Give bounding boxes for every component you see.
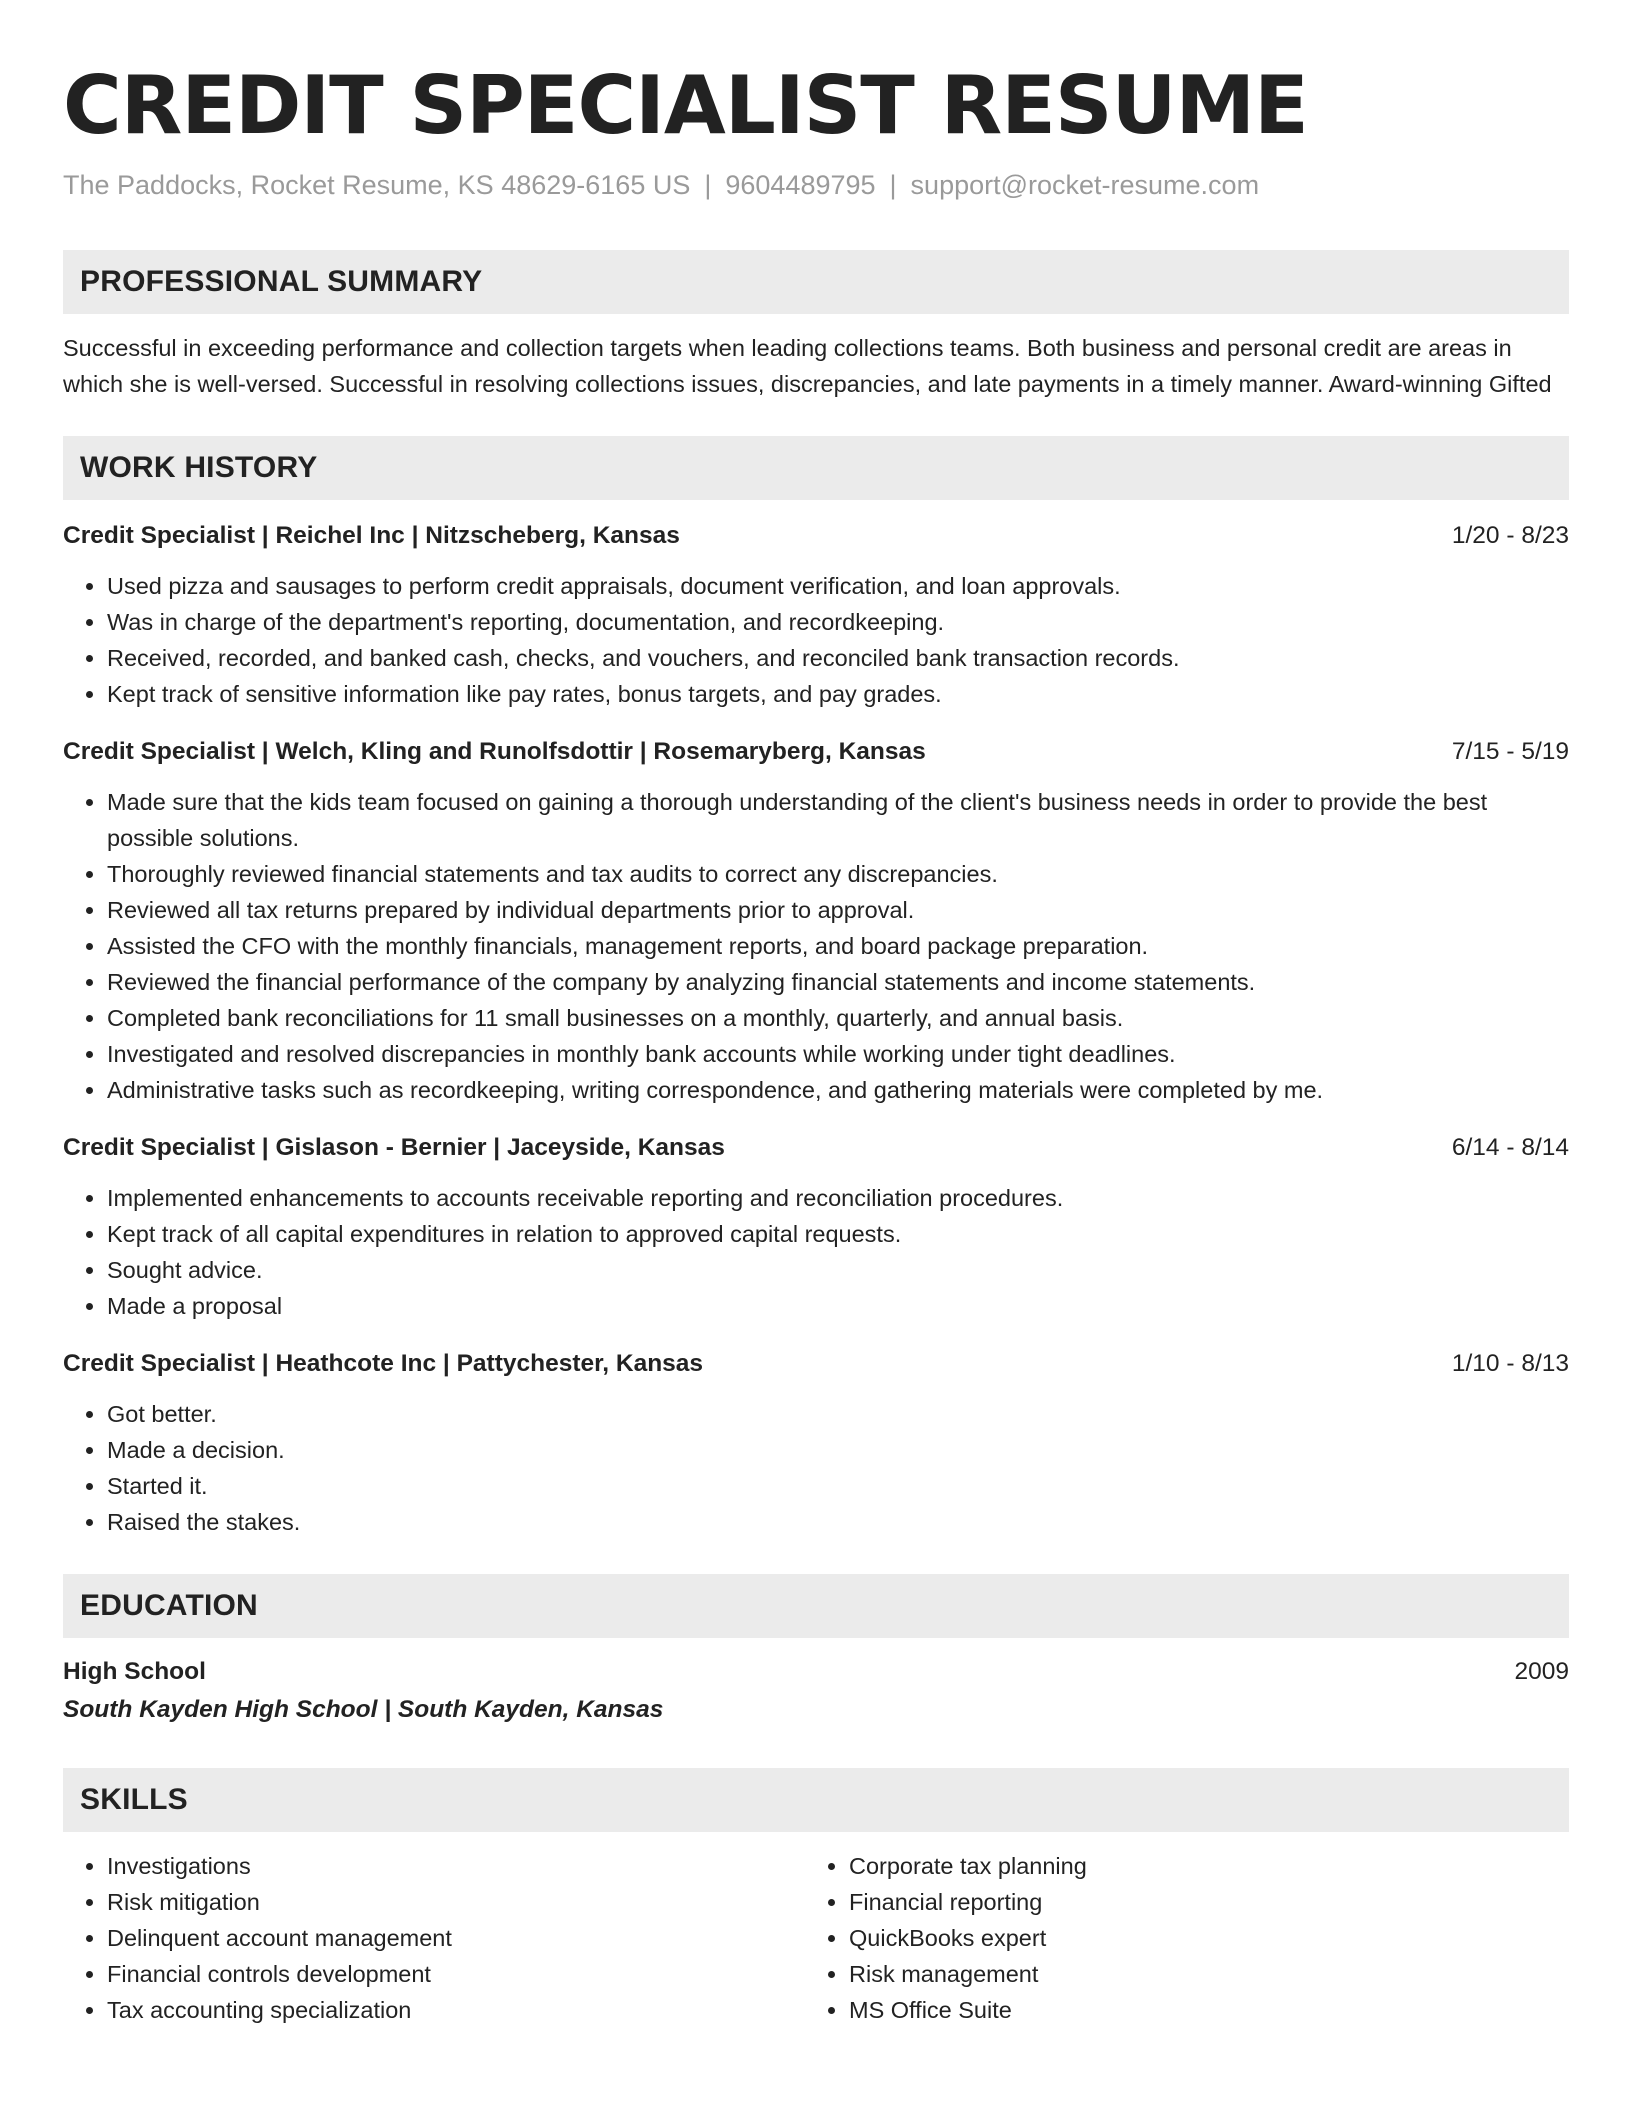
summary-text: Successful in exceeding performance and collection targets when leading collections teams. Both business and personal credit are areas in which she is well-versed. Successful in resolving collections issues, discrepancies, and late payments in a timely manner. Award-winning Gifted <box>63 335 1552 397</box>
job-entry <box>63 1346 1569 1540</box>
job-entry <box>63 734 1569 1108</box>
job-entry <box>63 1130 1569 1324</box>
job-bullet: • Kept track of sensitive information like pay rates, bonus targets, and pay grades. <box>107 676 1569 712</box>
education-degree: High School <box>63 1658 206 1685</box>
skill-item: • Tax accounting specialization <box>107 1992 805 2028</box>
skills-column-right <box>805 1848 1569 2028</box>
job-bullet: • Reviewed all tax returns prepared by individual departments prior to approval. <box>107 892 1569 928</box>
skill-item: • Financial reporting <box>849 1884 1569 1920</box>
skill-item: • Corporate tax planning <box>849 1848 1569 1884</box>
education-year: 2009 <box>1514 1658 1569 1685</box>
skill-item: • Financial controls development <box>107 1956 805 1992</box>
job-bullet: • Used pizza and sausages to perform credit appraisals, document verification, and loan approvals. <box>107 568 1569 604</box>
skill-item: • Investigations <box>107 1848 805 1884</box>
resume-title: CREDIT SPECIALIST RESUME <box>63 59 1308 152</box>
skill-item: • Delinquent account management <box>107 1920 805 1956</box>
skill-item: • MS Office Suite <box>849 1992 1569 2028</box>
job-bullet: • Made a decision. <box>107 1432 1569 1468</box>
education-school: South Kayden High School | South Kayden, Kansas <box>63 1696 664 1723</box>
job-title: Credit Specialist | Heathcote Inc | Pattychester, Kansas <box>63 1350 704 1377</box>
contact-address: The Paddocks, Rocket Resume, KS 48629-6165 US <box>63 170 691 200</box>
education-header <box>63 1654 1569 1690</box>
job-bullet: • Assisted the CFO with the monthly financials, management reports, and board package preparation. <box>107 928 1569 964</box>
contact-line <box>63 168 1569 202</box>
job-bullet: • Made sure that the kids team focused on gaining a thorough understanding of the client's business needs in order to provide the best possible solutions. <box>107 784 1569 856</box>
job-bullets <box>63 1396 1569 1540</box>
job-bullet: • Thoroughly reviewed financial statements and tax audits to correct any discrepancies. <box>107 856 1569 892</box>
skills-list <box>63 1848 1569 2028</box>
job-bullet: • Administrative tasks such as recordkeeping, writing correspondence, and gathering materials were completed by me. <box>107 1072 1569 1108</box>
job-header <box>63 734 1569 770</box>
job-title: Credit Specialist | Reichel Inc | Nitzscheberg, Kansas <box>63 522 680 549</box>
job-entry <box>63 518 1569 712</box>
section-header-skills: SKILLS <box>63 1768 1569 1832</box>
section-header-work-history: WORK HISTORY <box>63 436 1569 500</box>
section-header-summary: PROFESSIONAL SUMMARY <box>63 250 1569 314</box>
job-dates: 1/10 - 8/13 <box>1451 1350 1569 1377</box>
contact-separator: | <box>704 170 712 200</box>
skill-item: • Risk mitigation <box>107 1884 805 1920</box>
contact-separator: | <box>889 170 897 200</box>
job-bullet: • Made a proposal <box>107 1288 1569 1324</box>
job-title: Credit Specialist | Welch, Kling and Runolfsdottir | Rosemaryberg, Kansas <box>63 738 926 765</box>
job-bullet: • Got better. <box>107 1396 1569 1432</box>
job-bullets <box>63 1180 1569 1324</box>
job-dates: 7/15 - 5/19 <box>1451 738 1569 765</box>
job-bullet: • Received, recorded, and banked cash, checks, and vouchers, and reconciled bank transaction records. <box>107 640 1569 676</box>
job-bullet: • Completed bank reconciliations for 11 small businesses on a monthly, quarterly, and annual basis. <box>107 1000 1569 1036</box>
job-dates: 1/20 - 8/23 <box>1451 522 1569 549</box>
job-header <box>63 1130 1569 1166</box>
job-title: Credit Specialist | Gislason - Bernier | Jaceyside, Kansas <box>63 1134 725 1161</box>
job-header <box>63 1346 1569 1382</box>
job-bullet: • Reviewed the financial performance of the company by analyzing financial statements and income statements. <box>107 964 1569 1000</box>
job-bullet: • Was in charge of the department's reporting, documentation, and recordkeeping. <box>107 604 1569 640</box>
job-bullet: • Started it. <box>107 1468 1569 1504</box>
skill-item: • Risk management <box>849 1956 1569 1992</box>
contact-phone: 9604489795 <box>725 170 876 200</box>
job-bullet: • Implemented enhancements to accounts receivable reporting and reconciliation procedures. <box>107 1180 1569 1216</box>
contact-email: support@rocket-resume.com <box>910 170 1260 200</box>
job-bullets <box>63 784 1569 1108</box>
section-header-education: EDUCATION <box>63 1574 1569 1638</box>
job-header <box>63 518 1569 554</box>
skill-item: • QuickBooks expert <box>849 1920 1569 1956</box>
job-bullet: • Kept track of all capital expenditures in relation to approved capital requests. <box>107 1216 1569 1252</box>
job-bullet: • Investigated and resolved discrepancies in monthly bank accounts while working under tight deadlines. <box>107 1036 1569 1072</box>
skills-column-left <box>63 1848 805 2028</box>
job-bullet: • Sought advice. <box>107 1252 1569 1288</box>
job-bullet: • Raised the stakes. <box>107 1504 1569 1540</box>
job-dates: 6/14 - 8/14 <box>1451 1134 1569 1161</box>
job-bullets <box>63 568 1569 712</box>
